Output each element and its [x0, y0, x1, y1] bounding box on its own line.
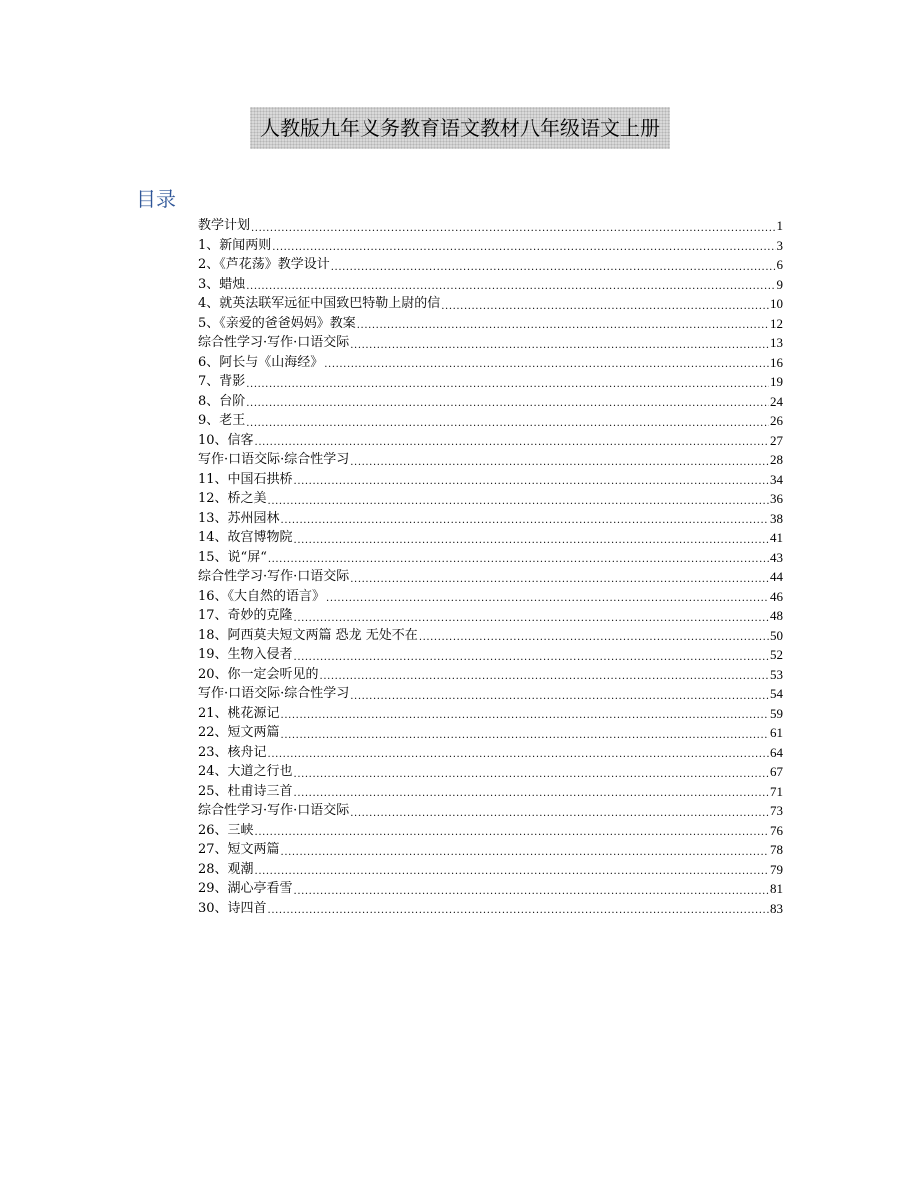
toc-dot-leader [246, 396, 769, 411]
toc-dot-leader [294, 884, 769, 899]
toc-entry-page-number: 28 [770, 452, 783, 467]
toc-entry-label: 21、桃花源记 [198, 705, 280, 721]
toc-entry[interactable] [198, 821, 783, 841]
toc-entry-label: 综合性学习·写作·口语交际 [198, 803, 350, 818]
toc-entry-label: 28、观潮 [198, 861, 254, 877]
toc-entry[interactable] [198, 743, 783, 763]
toc-entry-label: 2、《芦花荡》教学设计 [198, 257, 330, 272]
toc-dot-leader [294, 533, 769, 548]
toc-entry[interactable] [198, 353, 783, 373]
toc-entry-page-number: 46 [770, 588, 783, 604]
toc-dot-leader [281, 845, 769, 860]
toc-dot-leader [268, 747, 769, 762]
toc-entry-label: 5、《亲爱的爸爸妈妈》教案 [198, 315, 356, 331]
toc-dot-leader [441, 299, 769, 314]
toc-dot-leader [268, 552, 769, 567]
toc-entry-label: 26、三峡 [198, 822, 254, 838]
toc-entry[interactable] [198, 665, 783, 685]
toc-entry[interactable] [198, 879, 783, 899]
toc-entry-label: 14、故宫博物院 [198, 530, 293, 545]
toc-dot-leader [281, 708, 769, 723]
toc-entry[interactable] [198, 840, 783, 860]
toc-entry-page-number: 6 [776, 257, 783, 272]
toc-entry-label: 6、阿长与《山海经》 [198, 354, 324, 370]
toc-entry-label: 15、说“屏“ [198, 549, 267, 565]
toc-entry-page-number: 78 [770, 842, 783, 857]
toc-dot-leader [255, 825, 769, 840]
toc-entry[interactable] [198, 216, 783, 236]
toc-entry[interactable] [198, 645, 783, 665]
toc-dot-leader [294, 474, 769, 489]
toc-entry-label: 25、杜甫诗三首 [198, 783, 293, 799]
toc-entry[interactable] [198, 548, 783, 568]
toc-entry-page-number: 16 [770, 354, 783, 370]
toc-entry[interactable] [198, 333, 783, 353]
toc-entry-page-number: 41 [770, 530, 783, 545]
table-of-contents [198, 216, 783, 918]
toc-entry-page-number: 48 [770, 608, 783, 623]
toc-dot-leader [294, 767, 769, 782]
toc-entry-page-number: 79 [770, 861, 783, 877]
toc-entry-label: 7、背影 [198, 374, 246, 389]
toc-dot-leader [331, 260, 776, 275]
toc-entry-page-number: 9 [776, 276, 783, 292]
toc-entry-page-number: 36 [770, 491, 783, 506]
toc-entry-label: 24、大道之行也 [198, 764, 293, 779]
toc-entry-page-number: 76 [770, 822, 783, 838]
toc-dot-leader [272, 240, 775, 255]
toc-entry[interactable] [198, 528, 783, 548]
toc-entry[interactable] [198, 606, 783, 626]
toc-entry[interactable] [198, 509, 783, 529]
toc-entry-label: 13、苏州园林 [198, 510, 280, 526]
toc-entry[interactable] [198, 704, 783, 724]
toc-entry[interactable] [198, 762, 783, 782]
toc-entry-page-number: 50 [770, 627, 783, 643]
toc-entry-page-number: 73 [770, 803, 783, 818]
toc-entry-page-number: 61 [770, 725, 783, 740]
document-title: 人教版九年义务教育语文教材八年级语文上册 [250, 107, 670, 149]
toc-dot-leader [268, 494, 769, 509]
toc-dot-leader [324, 357, 769, 372]
toc-entry[interactable] [198, 567, 783, 587]
toc-dot-leader [357, 318, 769, 333]
toc-dot-leader [326, 591, 769, 606]
toc-entry[interactable] [198, 470, 783, 490]
toc-entry-label: 3、蜡烛 [198, 276, 246, 292]
toc-dot-leader [268, 903, 769, 918]
toc-dot-leader [350, 455, 769, 470]
toc-entry-label: 19、生物入侵者 [198, 647, 293, 662]
toc-entry-page-number: 59 [770, 705, 783, 721]
toc-dot-leader [255, 435, 769, 450]
toc-entry[interactable] [198, 626, 783, 646]
toc-entry-page-number: 27 [770, 432, 783, 448]
toc-entry-page-number: 52 [770, 647, 783, 662]
toc-entry-page-number: 3 [776, 237, 783, 253]
toc-entry[interactable] [198, 372, 783, 392]
toc-entry-page-number: 38 [770, 510, 783, 526]
toc-entry-label: 8、台阶 [198, 393, 246, 409]
toc-entry[interactable] [198, 723, 783, 743]
toc-entry[interactable] [198, 860, 783, 880]
toc-dot-leader [350, 572, 769, 587]
toc-entry-label: 11、中国石拱桥 [198, 471, 293, 487]
toc-entry[interactable] [198, 782, 783, 802]
toc-entry-page-number: 26 [770, 413, 783, 428]
toc-entry-label: 4、就英法联军远征中国致巴特勒上尉的信 [198, 296, 441, 311]
toc-entry[interactable] [198, 899, 783, 919]
toc-entry-page-number: 67 [770, 764, 783, 779]
toc-entry-label: 综合性学习·写作·口语交际 [198, 335, 350, 350]
toc-entry[interactable] [198, 236, 783, 256]
toc-entry-label: 1、新闻两则 [198, 237, 272, 253]
toc-entry[interactable] [198, 450, 783, 470]
toc-entry[interactable] [198, 411, 783, 431]
toc-entry-label: 18、阿西莫夫短文两篇 恐龙 无处不在 [198, 627, 418, 643]
toc-dot-leader [320, 669, 769, 684]
toc-entry-label: 12、桥之美 [198, 491, 267, 506]
toc-entry-label: 27、短文两篇 [198, 842, 280, 857]
toc-dot-leader [246, 416, 769, 431]
toc-heading: 目录 [136, 187, 176, 211]
toc-entry-label: 写作·口语交际·综合性学习 [198, 686, 350, 701]
toc-entry[interactable] [198, 294, 783, 314]
toc-dot-leader [255, 864, 769, 879]
toc-entry[interactable] [198, 431, 783, 451]
toc-entry-page-number: 44 [770, 569, 783, 584]
toc-entry-page-number: 10 [770, 296, 783, 311]
toc-entry[interactable] [198, 489, 783, 509]
toc-entry-label: 9、老王 [198, 413, 246, 428]
toc-entry-page-number: 64 [770, 744, 783, 760]
toc-dot-leader [251, 221, 775, 236]
toc-entry[interactable] [198, 255, 783, 275]
toc-entry-label: 30、诗四首 [198, 900, 267, 916]
toc-entry[interactable] [198, 587, 783, 607]
toc-entry-page-number: 54 [770, 686, 783, 701]
toc-entry-label: 教学计划 [198, 218, 251, 233]
toc-entry-label: 23、核舟记 [198, 744, 267, 760]
toc-dot-leader [294, 650, 769, 665]
toc-entry-label: 16、《大自然的语言》 [198, 588, 326, 604]
toc-entry-page-number: 43 [770, 549, 783, 565]
toc-entry[interactable] [198, 275, 783, 295]
toc-dot-leader [294, 786, 769, 801]
toc-dot-leader [350, 806, 769, 821]
toc-entry-page-number: 71 [770, 783, 783, 799]
toc-entry-page-number: 81 [770, 881, 783, 896]
toc-entry[interactable] [198, 392, 783, 412]
toc-dot-leader [350, 338, 769, 353]
toc-dot-leader [246, 279, 775, 294]
toc-entry-page-number: 53 [770, 666, 783, 682]
toc-dot-leader [350, 689, 769, 704]
toc-entry-page-number: 19 [770, 374, 783, 389]
toc-entry-label: 写作·口语交际·综合性学习 [198, 452, 350, 467]
toc-entry-label: 29、湖心亭看雪 [198, 881, 293, 896]
toc-dot-leader [281, 728, 769, 743]
toc-dot-leader [246, 377, 769, 392]
toc-entry-label: 20、你一定会听见的 [198, 666, 319, 682]
toc-entry-page-number: 12 [770, 315, 783, 331]
toc-dot-leader [419, 630, 769, 645]
toc-entry-label: 综合性学习·写作·口语交际 [198, 569, 350, 584]
toc-entry-page-number: 34 [770, 471, 783, 487]
toc-entry[interactable] [198, 684, 783, 704]
toc-entry-label: 10、信客 [198, 432, 254, 448]
toc-entry-page-number: 13 [770, 335, 783, 350]
toc-entry[interactable] [198, 314, 783, 334]
toc-entry-label: 17、奇妙的克隆 [198, 608, 293, 623]
toc-dot-leader [281, 513, 769, 528]
toc-entry-page-number: 24 [770, 393, 783, 409]
toc-entry[interactable] [198, 801, 783, 821]
toc-entry-page-number: 1 [776, 218, 783, 233]
toc-dot-leader [294, 611, 769, 626]
toc-entry-label: 22、短文两篇 [198, 725, 280, 740]
toc-entry-page-number: 83 [770, 900, 783, 916]
